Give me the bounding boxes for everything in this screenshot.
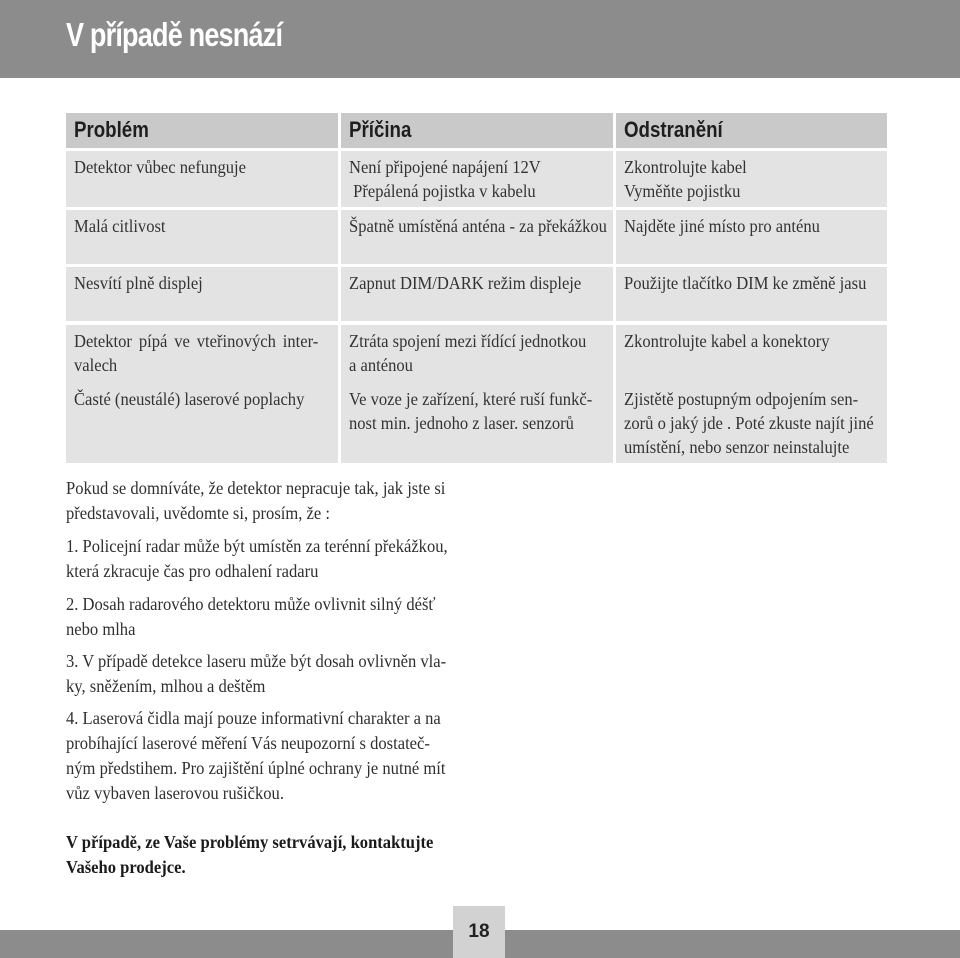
page-title: V případě nesnází [66, 16, 283, 53]
table-cell-cause: Špatně umístěná anténa - za překážkou [341, 210, 613, 264]
note-item-2: 2. Dosah radarového detektoru může ovlivnit silný déšť nebo mlha [66, 594, 436, 639]
table-cell-solution: Použijte tlačítko DIM ke změně jasu [616, 267, 887, 321]
column-header-solution: Odstranění [616, 113, 887, 148]
table-cell-problem: Nesvítí plně displej [66, 267, 338, 321]
notes-intro: Pokud se domníváte, že detektor nepracuje tak, jak jste si představovali, uvědomte si, prosím, že : [66, 478, 446, 523]
table-cell-problem: Detektor pípá ve vteřinových inter- valech Časté (neustálé) laserové poplachy [66, 325, 338, 463]
table-cell-cause: Ztráta spojení mezi řídící jednotkou a anténou Ve voze je zařízení, které ruší funkč- nost min. jednoho z laser. senzorů [341, 325, 613, 463]
table-cell-problem: Malá citlivost [66, 210, 338, 264]
table-cell-solution: Najděte jiné místo pro anténu [616, 210, 887, 264]
table-cell-cause: Zapnut DIM/DARK režim displeje [341, 267, 613, 321]
note-item-4: 4. Laserová čidla mají pouze informativní charakter a na probíhající laserové měření Vás neupozorní s dostateč- ným předstihem. Pro zajištění úplné ochrany je nutné mít vůz vybaven laserovou rušičkou. [66, 708, 446, 803]
table-cell-solution: Zkontrolujte kabel a konektory Zjistětě postupným odpojením sen- zorů o jaký jde . Poté zkuste najít jiné umístění, nebo senzor neinstalujte [616, 325, 887, 463]
column-header-problem: Problém [66, 113, 338, 148]
table-cell-solution: Zkontrolujte kabel Vyměňte pojistku [616, 151, 887, 207]
note-item-3: 3. V případě detekce laseru může být dosah ovlivněn vla- ky, sněžením, mlhou a deštěm [66, 651, 447, 696]
contact-dealer-note: V případě, ze Vaše problémy setrvávají, kontaktujte Vašeho prodejce. [66, 832, 434, 877]
page-number: 18 [453, 906, 505, 958]
table-cell-cause: Není připojené napájení 12V Přepálená pojistka v kabelu [341, 151, 613, 207]
column-header-cause: Příčina [341, 113, 613, 148]
table-cell-problem: Detektor vůbec nefunguje [66, 151, 338, 207]
note-item-1: 1. Policejní radar může být umístěn za terénní překážkou, která zkracuje čas pro odhalení radaru [66, 536, 448, 581]
